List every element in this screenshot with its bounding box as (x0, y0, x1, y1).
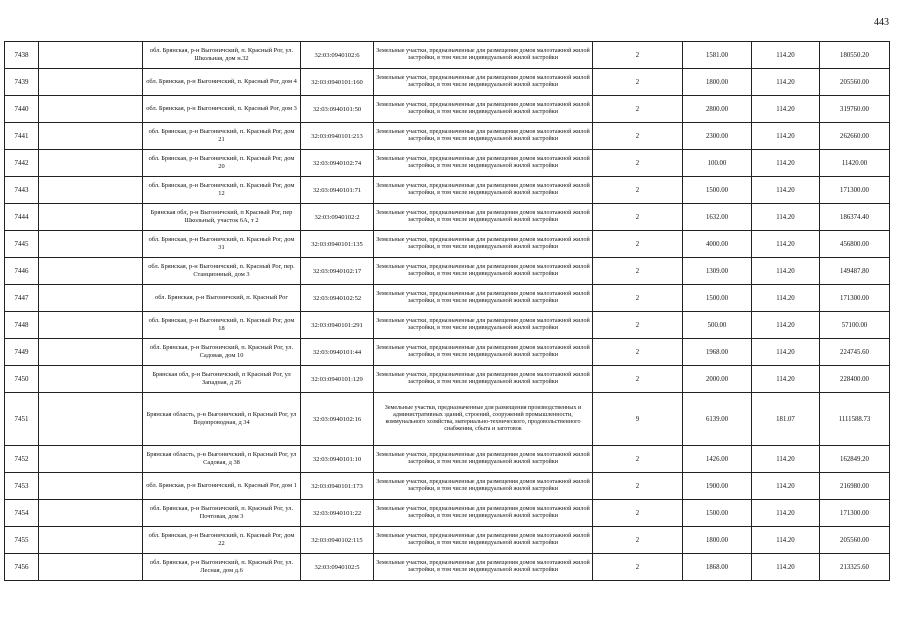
area-cell: 1581.00 (683, 42, 752, 69)
address-cell: обл. Брянская, р-н Выгоничский, п. Красный Рог, дом 22 (143, 527, 301, 554)
address-cell: Брянская обл, р-н Выгоничский, п Красный Рог, ул Западная, д 26 (143, 366, 301, 393)
address-cell: обл. Брянская, р-н Выгоничский, п. Красный Рог, ул. Садовая, дом 10 (143, 339, 301, 366)
row-number-cell: 7441 (5, 123, 39, 150)
cadastral-number-cell: 32:03:0940102:16 (301, 393, 374, 446)
empty-cell (39, 285, 143, 312)
land-use-cell: Земельные участки, предназначенные для размещения домов малоэтажной жилой застройки, в том числе индивидуальной жилой застройки (374, 527, 593, 554)
cadastral-value-cell: 171300.00 (820, 177, 890, 204)
group-cell: 2 (593, 123, 683, 150)
cadastral-number-cell: 32:03:0940102:5 (301, 554, 374, 581)
land-use-cell: Земельные участки, предназначенные для размещения домов малоэтажной жилой застройки, в том числе индивидуальной жилой застройки (374, 339, 593, 366)
empty-cell (39, 258, 143, 285)
address-cell: Брянская область, р-н Выгоничский, п Красный Рог, ул Садовая, д 38 (143, 446, 301, 473)
page-number: 443 (874, 17, 889, 28)
rate-cell: 114.20 (752, 446, 820, 473)
rate-cell: 114.20 (752, 258, 820, 285)
cadastral-number-cell: 32:03:0940101:71 (301, 177, 374, 204)
land-use-cell: Земельные участки, предназначенные для размещения домов малоэтажной жилой застройки, в том числе индивидуальной жилой застройки (374, 150, 593, 177)
table-row (5, 527, 890, 554)
cadastral-number-cell: 32:03:0940102:6 (301, 42, 374, 69)
address-cell: обл. Брянская, р-н Выгоничский, п. Красный Рог, дом 3 (143, 96, 301, 123)
area-cell: 2000.00 (683, 366, 752, 393)
area-cell: 1500.00 (683, 285, 752, 312)
cadastral-number-cell: 32:03:0940102:2 (301, 204, 374, 231)
group-cell: 9 (593, 393, 683, 446)
rate-cell: 114.20 (752, 123, 820, 150)
land-use-cell: Земельные участки, предназначенные для размещения производственных и административных зданий, строений, сооружений промышленности, коммунального хозяйства, материально-технического, продовольственного снабжения, сбыта и заготовок (374, 393, 593, 446)
address-cell: обл. Брянская, р-н Выгоничский, п. Красный Рог, ул. Почтовая, дом 3 (143, 500, 301, 527)
row-number-cell: 7450 (5, 366, 39, 393)
land-use-cell: Земельные участки, предназначенные для размещения домов малоэтажной жилой застройки, в том числе индивидуальной жилой застройки (374, 42, 593, 69)
group-cell: 2 (593, 69, 683, 96)
cadastral-number-cell: 32:03:0940101:135 (301, 231, 374, 258)
table-row (5, 69, 890, 96)
rate-cell: 114.20 (752, 42, 820, 69)
row-number-cell: 7451 (5, 393, 39, 446)
row-number-cell: 7456 (5, 554, 39, 581)
area-cell: 1800.00 (683, 69, 752, 96)
address-cell: обл. Брянская, р-н Выгоничский, п. Красный Рог, дом 31 (143, 231, 301, 258)
cadastral-number-cell: 32:03:0940101:10 (301, 446, 374, 473)
cadastral-number-cell: 32:03:0940102:17 (301, 258, 374, 285)
empty-cell (39, 339, 143, 366)
row-number-cell: 7443 (5, 177, 39, 204)
area-cell: 4000.00 (683, 231, 752, 258)
cadastral-value-cell: 171300.00 (820, 500, 890, 527)
cadastral-value-cell: 224745.60 (820, 339, 890, 366)
row-number-cell: 7439 (5, 69, 39, 96)
cadastral-value-cell: 228400.00 (820, 366, 890, 393)
cadastral-value-cell: 11420.00 (820, 150, 890, 177)
group-cell: 2 (593, 96, 683, 123)
group-cell: 2 (593, 473, 683, 500)
cadastral-number-cell: 32:03:0940101:22 (301, 500, 374, 527)
land-use-cell: Земельные участки, предназначенные для размещения домов малоэтажной жилой застройки, в том числе индивидуальной жилой застройки (374, 204, 593, 231)
table-row (5, 393, 890, 446)
land-use-cell: Земельные участки, предназначенные для размещения домов малоэтажной жилой застройки, в том числе индивидуальной жилой застройки (374, 285, 593, 312)
area-cell: 1868.00 (683, 554, 752, 581)
group-cell: 2 (593, 527, 683, 554)
empty-cell (39, 150, 143, 177)
row-number-cell: 7444 (5, 204, 39, 231)
area-cell: 1500.00 (683, 500, 752, 527)
group-cell: 2 (593, 312, 683, 339)
row-number-cell: 7455 (5, 527, 39, 554)
empty-cell (39, 527, 143, 554)
rate-cell: 181.07 (752, 393, 820, 446)
area-cell: 1900.00 (683, 473, 752, 500)
table-row (5, 42, 890, 69)
empty-cell (39, 446, 143, 473)
empty-cell (39, 554, 143, 581)
row-number-cell: 7442 (5, 150, 39, 177)
empty-cell (39, 500, 143, 527)
table-row (5, 554, 890, 581)
rate-cell: 114.20 (752, 339, 820, 366)
group-cell: 2 (593, 366, 683, 393)
table-row (5, 473, 890, 500)
land-use-cell: Земельные участки, предназначенные для размещения домов малоэтажной жилой застройки, в том числе индивидуальной жилой застройки (374, 446, 593, 473)
row-number-cell: 7445 (5, 231, 39, 258)
area-cell: 1968.00 (683, 339, 752, 366)
registry-table-body (5, 42, 890, 581)
empty-cell (39, 96, 143, 123)
group-cell: 2 (593, 204, 683, 231)
rate-cell: 114.20 (752, 312, 820, 339)
cadastral-value-cell: 205560.00 (820, 527, 890, 554)
area-cell: 6139.00 (683, 393, 752, 446)
table-row (5, 231, 890, 258)
land-use-cell: Земельные участки, предназначенные для размещения домов малоэтажной жилой застройки, в том числе индивидуальной жилой застройки (374, 500, 593, 527)
group-cell: 2 (593, 177, 683, 204)
land-use-cell: Земельные участки, предназначенные для размещения домов малоэтажной жилой застройки, в том числе индивидуальной жилой застройки (374, 366, 593, 393)
address-cell: обл. Брянская, р-н Выгоничский, п. Красный Рог, дом 18 (143, 312, 301, 339)
empty-cell (39, 366, 143, 393)
group-cell: 2 (593, 285, 683, 312)
area-cell: 1800.00 (683, 527, 752, 554)
land-use-cell: Земельные участки, предназначенные для размещения домов малоэтажной жилой застройки, в том числе индивидуальной жилой застройки (374, 312, 593, 339)
land-use-cell: Земельные участки, предназначенные для размещения домов малоэтажной жилой застройки, в том числе индивидуальной жилой застройки (374, 258, 593, 285)
land-use-cell: Земельные участки, предназначенные для размещения домов малоэтажной жилой застройки, в том числе индивидуальной жилой застройки (374, 231, 593, 258)
row-number-cell: 7438 (5, 42, 39, 69)
land-use-cell: Земельные участки, предназначенные для размещения домов малоэтажной жилой застройки, в том числе индивидуальной жилой застройки (374, 69, 593, 96)
empty-cell (39, 204, 143, 231)
address-cell: обл. Брянская, р-н Выгоничский, п. Красный Рог, ул. Школьная, дом н.32 (143, 42, 301, 69)
row-number-cell: 7452 (5, 446, 39, 473)
land-registry-table (4, 41, 890, 581)
table-row (5, 366, 890, 393)
cadastral-value-cell: 57100.00 (820, 312, 890, 339)
cadastral-value-cell: 1111588.73 (820, 393, 890, 446)
empty-cell (39, 42, 143, 69)
table-row (5, 150, 890, 177)
address-cell: обл. Брянская, р-н Выгоничский, п. Красный Рог, дом 4 (143, 69, 301, 96)
row-number-cell: 7454 (5, 500, 39, 527)
row-number-cell: 7446 (5, 258, 39, 285)
area-cell: 1500.00 (683, 177, 752, 204)
address-cell: обл. Брянская, р-н Выгоничский, п. Красный Рог, пер. Станционный, дом 3 (143, 258, 301, 285)
table-row (5, 204, 890, 231)
rate-cell: 114.20 (752, 96, 820, 123)
empty-cell (39, 123, 143, 150)
table-row (5, 285, 890, 312)
rate-cell: 114.20 (752, 69, 820, 96)
land-use-cell: Земельные участки, предназначенные для размещения домов малоэтажной жилой застройки, в том числе индивидуальной жилой застройки (374, 473, 593, 500)
table-row (5, 312, 890, 339)
address-cell: обл. Брянская, р-н Выгоничский, п. Красный Рог, дом 20 (143, 150, 301, 177)
cadastral-value-cell: 171300.00 (820, 285, 890, 312)
cadastral-value-cell: 213325.60 (820, 554, 890, 581)
area-cell: 100.00 (683, 150, 752, 177)
cadastral-number-cell: 32:03:0940101:44 (301, 339, 374, 366)
rate-cell: 114.20 (752, 177, 820, 204)
area-cell: 1632.00 (683, 204, 752, 231)
row-number-cell: 7447 (5, 285, 39, 312)
cadastral-value-cell: 319760.00 (820, 96, 890, 123)
table-row (5, 500, 890, 527)
cadastral-number-cell: 32:03:0940101:160 (301, 69, 374, 96)
cadastral-value-cell: 456800.00 (820, 231, 890, 258)
cadastral-number-cell: 32:03:0940102:52 (301, 285, 374, 312)
address-cell: обл. Брянская, р-н Выгоничский, п. Красный Рог, дом 12 (143, 177, 301, 204)
cadastral-number-cell: 32:03:0940101:173 (301, 473, 374, 500)
address-cell: обл. Брянская, р-н Выгоничский, п. Красный Рог, дом 1 (143, 473, 301, 500)
cadastral-value-cell: 162849.20 (820, 446, 890, 473)
empty-cell (39, 177, 143, 204)
group-cell: 2 (593, 554, 683, 581)
group-cell: 2 (593, 446, 683, 473)
row-number-cell: 7440 (5, 96, 39, 123)
group-cell: 2 (593, 42, 683, 69)
rate-cell: 114.20 (752, 285, 820, 312)
cadastral-number-cell: 32:03:0940101:129 (301, 366, 374, 393)
cadastral-value-cell: 262660.00 (820, 123, 890, 150)
rate-cell: 114.20 (752, 366, 820, 393)
rate-cell: 114.20 (752, 204, 820, 231)
table-row (5, 123, 890, 150)
group-cell: 2 (593, 339, 683, 366)
area-cell: 1426.00 (683, 446, 752, 473)
group-cell: 2 (593, 258, 683, 285)
rate-cell: 114.20 (752, 150, 820, 177)
rate-cell: 114.20 (752, 527, 820, 554)
table-row (5, 258, 890, 285)
land-use-cell: Земельные участки, предназначенные для размещения домов малоэтажной жилой застройки, в том числе индивидуальной жилой застройки (374, 554, 593, 581)
empty-cell (39, 312, 143, 339)
address-cell: обл. Брянская, р-н Выгоничский, п. Красный Рог (143, 285, 301, 312)
rate-cell: 114.20 (752, 500, 820, 527)
cadastral-number-cell: 32:03:0940102:115 (301, 527, 374, 554)
empty-cell (39, 393, 143, 446)
land-use-cell: Земельные участки, предназначенные для размещения домов малоэтажной жилой застройки, в том числе индивидуальной жилой застройки (374, 177, 593, 204)
table-row (5, 96, 890, 123)
row-number-cell: 7453 (5, 473, 39, 500)
empty-cell (39, 69, 143, 96)
row-number-cell: 7448 (5, 312, 39, 339)
area-cell: 2800.00 (683, 96, 752, 123)
empty-cell (39, 473, 143, 500)
cadastral-number-cell: 32:03:0940101:213 (301, 123, 374, 150)
rate-cell: 114.20 (752, 554, 820, 581)
cadastral-value-cell: 149487.80 (820, 258, 890, 285)
address-cell: обл. Брянская, р-н Выгоничский, п. Красный Рог, дом 21 (143, 123, 301, 150)
cadastral-value-cell: 216980.00 (820, 473, 890, 500)
land-use-cell: Земельные участки, предназначенные для размещения домов малоэтажной жилой застройки, в том числе индивидуальной жилой застройки (374, 123, 593, 150)
cadastral-value-cell: 205560.00 (820, 69, 890, 96)
group-cell: 2 (593, 150, 683, 177)
cadastral-value-cell: 186374.40 (820, 204, 890, 231)
area-cell: 500.00 (683, 312, 752, 339)
row-number-cell: 7449 (5, 339, 39, 366)
rate-cell: 114.20 (752, 231, 820, 258)
address-cell: Брянская область, р-н Выгоничский, п Красный Рог, ул Водопроводная, д 34 (143, 393, 301, 446)
empty-cell (39, 231, 143, 258)
cadastral-value-cell: 180550.20 (820, 42, 890, 69)
area-cell: 1309.00 (683, 258, 752, 285)
table-row (5, 177, 890, 204)
group-cell: 2 (593, 500, 683, 527)
table-row (5, 339, 890, 366)
table-row (5, 446, 890, 473)
group-cell: 2 (593, 231, 683, 258)
cadastral-number-cell: 32:03:0940101:50 (301, 96, 374, 123)
cadastral-number-cell: 32:03:0940101:291 (301, 312, 374, 339)
rate-cell: 114.20 (752, 473, 820, 500)
address-cell: обл. Брянская, р-н Выгоничский, п. Красный Рог, ул. Лесная, дом д.6 (143, 554, 301, 581)
address-cell: Брянская обл, р-н Выгоничский, п Красный Рог, пер Школьный, участок 6А, т 2 (143, 204, 301, 231)
area-cell: 2300.00 (683, 123, 752, 150)
cadastral-number-cell: 32:03:0940102:74 (301, 150, 374, 177)
land-use-cell: Земельные участки, предназначенные для размещения домов малоэтажной жилой застройки, в том числе индивидуальной жилой застройки (374, 96, 593, 123)
